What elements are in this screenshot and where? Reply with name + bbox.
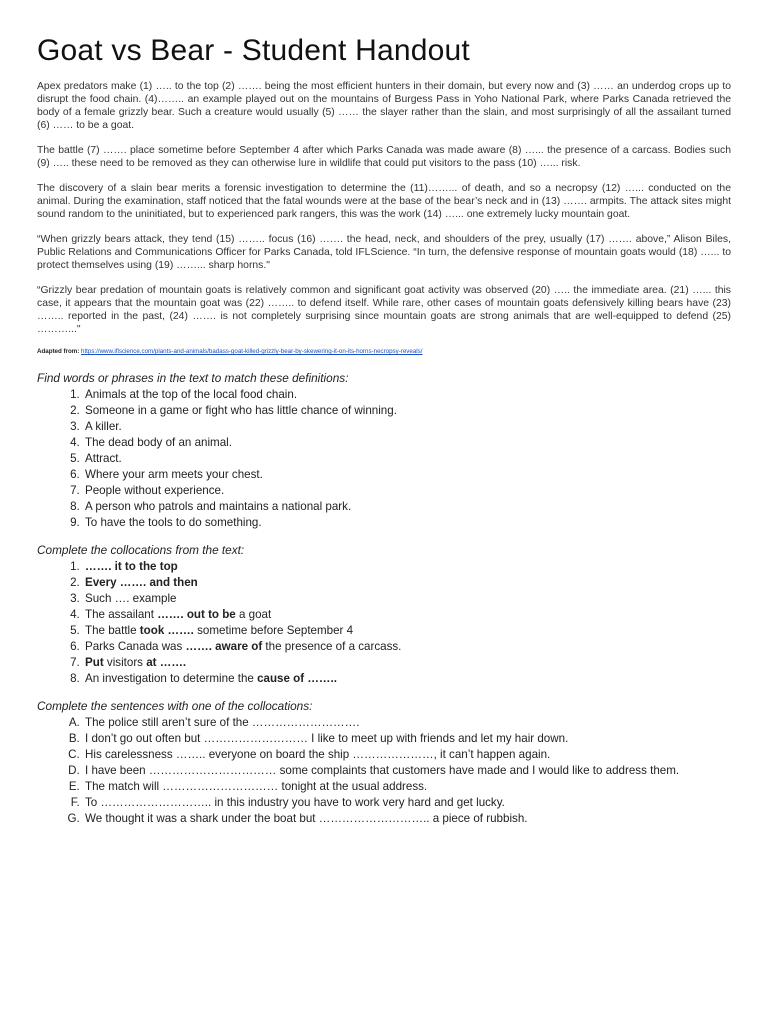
collocation-text: Parks Canada was bbox=[85, 640, 186, 653]
list-item: F. To ……………………….. in this industry you have to work very hard and get lucky. bbox=[83, 795, 731, 811]
source-label: Adapted from: bbox=[37, 348, 81, 355]
list-item: 9. To have the tools to do something. bbox=[83, 515, 731, 531]
list-item bbox=[83, 639, 731, 655]
collocation-text: The assailant bbox=[85, 608, 158, 621]
collocation-bold: took ……. bbox=[139, 624, 194, 637]
text-paragraph-4: “When grizzly bears attack, they tend (15) …….. focus (16) ……. the head, neck, and shoulders of the prey, usually (17) ……. above,” Alison Biles, Public Relations and Communications Officer for Parks Canada, told IFLScience. “In turn, the defensive response of mountain goats would (18) …... to protect themselves using (19) ……... sharp horns." bbox=[37, 234, 731, 271]
collocation-text: Such …. example bbox=[85, 592, 177, 605]
list-item: G. We thought it was a shark under the boat but ……………………….. a piece of rubbish. bbox=[83, 811, 731, 827]
collocation-text: the presence of a carcass. bbox=[262, 640, 402, 653]
list-item bbox=[83, 559, 731, 575]
collocation-bold: at ……. bbox=[146, 656, 187, 669]
list-item: 6. Where your arm meets your chest. bbox=[83, 467, 731, 483]
list-item: 8. A person who patrols and maintains a national park. bbox=[83, 499, 731, 515]
list-item bbox=[83, 655, 731, 671]
list-item: D. I have been …………………………… some complaints that customers have made and I would like to address them. bbox=[83, 763, 731, 779]
list-item: A. The police still aren’t sure of the ………………………. bbox=[83, 715, 731, 731]
list-item: B. I don’t go out often but ……………………… I like to meet up with friends and let my hair down. bbox=[83, 731, 731, 747]
list-item bbox=[83, 671, 731, 687]
collocation-text: The battle bbox=[85, 624, 140, 637]
collocation-bold: Every ……. and then bbox=[85, 576, 198, 589]
collocation-text: An investigation to determine the bbox=[85, 672, 258, 685]
collocation-text: visitors bbox=[103, 656, 147, 669]
list-item bbox=[83, 575, 731, 591]
list-item: 1. Animals at the top of the local food chain. bbox=[83, 387, 731, 403]
list-item: C. His carelessness …….. everyone on board the ship …………………, it can’t happen again. bbox=[83, 747, 731, 763]
list-item: 4. The dead body of an animal. bbox=[83, 435, 731, 451]
collocation-bold: ……. it to the top bbox=[85, 560, 178, 573]
definitions-list bbox=[37, 387, 731, 531]
source-attribution bbox=[37, 348, 731, 355]
collocation-text: a goat bbox=[235, 608, 272, 621]
sentences-list bbox=[37, 715, 731, 827]
list-item bbox=[83, 623, 731, 639]
list-item bbox=[83, 591, 731, 607]
collocation-bold: ……. aware of bbox=[185, 640, 263, 653]
collocation-text: sometime before September 4 bbox=[193, 624, 354, 637]
page-title: Goat vs Bear - Student Handout bbox=[37, 34, 470, 67]
exercise-1-heading: Find words or phrases in the text to match these definitions: bbox=[37, 371, 349, 385]
collocation-bold: cause of …….. bbox=[257, 672, 337, 685]
list-item: 7. People without experience. bbox=[83, 483, 731, 499]
list-item: 5. Attract. bbox=[83, 451, 731, 467]
collocations-list bbox=[37, 559, 731, 687]
collocation-bold: ……. out to be bbox=[157, 608, 236, 621]
text-paragraph-3: The discovery of a slain bear merits a forensic investigation to determine the (11)……... of death, and so a necropsy (12) …... conducted on the animal. During the examination, staff noticed that the fatal wounds were at the base of the bear’s neck and in (13) ……. armpits. The attack sites might sound random to the uninitiated, but to experienced park rangers, this was the work (14) …... one extremely lucky mountain goat. bbox=[37, 183, 731, 220]
list-item bbox=[83, 607, 731, 623]
exercise-2-heading: Complete the collocations from the text: bbox=[37, 543, 245, 557]
collocation-bold: Put bbox=[85, 656, 104, 669]
text-paragraph-5: “Grizzly bear predation of mountain goats is relatively common and significant goat activity was observed (20) ….. the immediate area. (21) …... this case, it appears that the mountain goat was (22) …….. to defend itself. While rare, other cases of mountain goats defensively killing bears have (23) …….. reported in the past, (24) ……. is not completely surprising since mountain goats are strong animals that are well-equipped to defend (25) ………..." bbox=[37, 285, 731, 335]
exercise-3-heading: Complete the sentences with one of the collocations: bbox=[37, 699, 313, 713]
source-link[interactable]: https://www.iflscience.com/plants-and-animals/badass-goat-killed-grizzly-bear-by-skewering-it-on-its-horns-necropsy-reveals/ bbox=[81, 348, 423, 355]
list-item: E. The match will ………………………… tonight at the usual address. bbox=[83, 779, 731, 795]
list-item: 3. A killer. bbox=[83, 419, 731, 435]
text-paragraph-1: Apex predators make (1) ….. to the top (2) ……. being the most efficient hunters in their domain, but every now and (3) …… an underdog crops up to disrupt the food chain. (4)…….. an example played out on the mountains of Burgess Pass in Yoho National Park, where Parks Canada retrieved the body of a female grizzly bear. Such a creature would usually (5) …… the slayer rather than the slain, and most surprisingly of all the assailant turned (6) …… to be a goat. bbox=[37, 81, 731, 131]
list-item: 2. Someone in a game or fight who has little chance of winning. bbox=[83, 403, 731, 419]
text-paragraph-2: The battle (7) ……. place sometime before September 4 after which Parks Canada was made aware (8) …... the presence of a carcass. Bodies such (9) ….. these need to be removed as they can otherwise lure in wildlife that could put visitors to the pass (10) …... risk. bbox=[37, 145, 731, 169]
